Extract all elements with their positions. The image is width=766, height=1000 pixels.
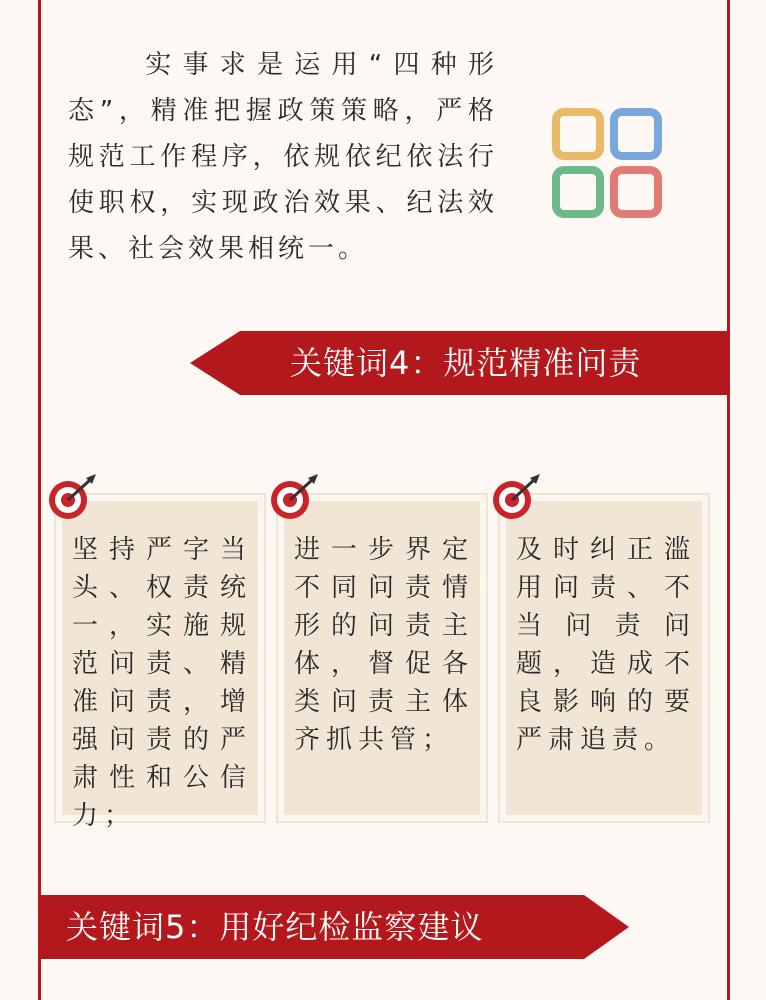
card-3: [498, 493, 710, 823]
target-arrow-icon: [46, 472, 100, 522]
green-square: [552, 166, 604, 218]
intro-text: 实事求是运用“四种形态”，精准把握政策策略，严格规范工作程序，依规依纪依法行使职权，实现政治效果、纪法效果、社会效果相统一。: [68, 50, 498, 264]
keyword4-title: 关键词4：规范精准问责: [290, 344, 642, 382]
right-border-line: [727, 0, 730, 1000]
card-2-text: 进一步界定不同问责情形的问责主体，督促各类问责主体齐抓共管；: [294, 535, 474, 755]
four-squares-icon: [552, 108, 664, 220]
target-arrow-icon: [490, 472, 544, 522]
left-border-line: [38, 0, 41, 1000]
card-2: [276, 493, 488, 823]
card-3-text: 及时纠正滥用问责、不当问责问题，造成不良影响的要严肃追责。: [516, 535, 696, 755]
card-1: [54, 493, 266, 831]
keyword5-title: 关键词5：用好纪检监察建议: [66, 908, 484, 946]
red-square: [610, 166, 662, 218]
card-1-text: 坚持严字当头、权责统一，实施规范问责、精准问责，增强问责的严肃性和公信力；: [72, 535, 252, 831]
blue-square: [610, 108, 662, 160]
yellow-square: [552, 108, 604, 160]
target-arrow-icon: [268, 472, 322, 522]
intro-paragraph: [68, 42, 498, 272]
